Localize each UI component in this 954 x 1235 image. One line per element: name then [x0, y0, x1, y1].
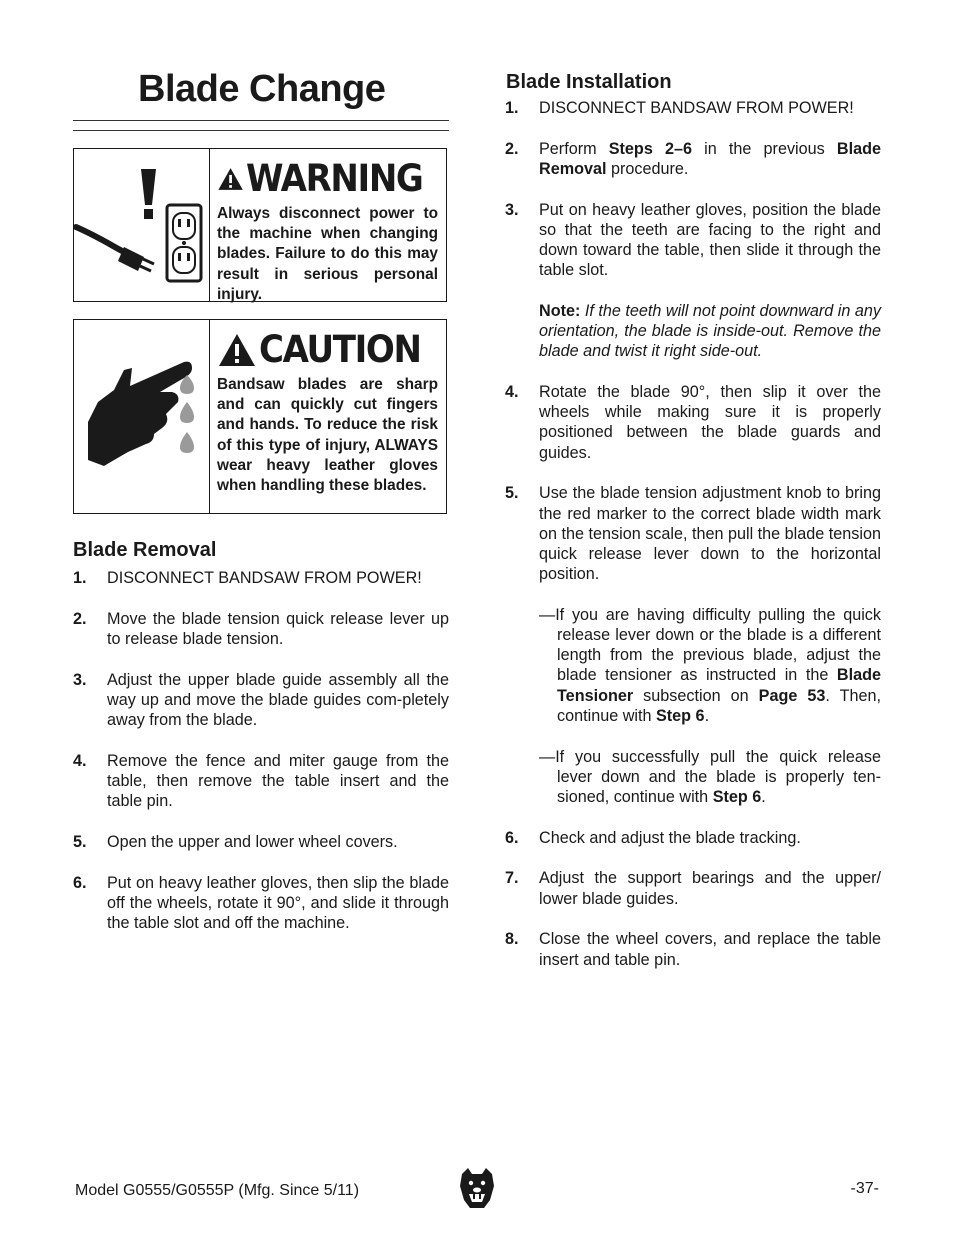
- wall-outlet-icon: [167, 205, 201, 281]
- warning-pictogram: [74, 149, 210, 301]
- step-text: Use the blade tension adjustment knob to bring the red marker to the correct blade width mark on the tension scale, then pull the blade tension quick release lever down to the horizontal position.: [539, 484, 881, 584]
- blade-removal-steps: [73, 568, 449, 954]
- subsection-reference: Blade Tensioner: [557, 666, 881, 705]
- step-reference: Steps 2–6: [608, 139, 692, 158]
- caution-signal-word: CAUTION: [259, 328, 421, 371]
- step-number: 3.: [505, 200, 519, 219]
- step-text: Move the blade tension quick release lever up to release blade tension.: [107, 609, 449, 648]
- title-rule-top: [73, 120, 449, 121]
- power-plug-icon: [76, 227, 154, 271]
- step-reference: Step 6: [655, 706, 705, 725]
- list-item: [505, 139, 881, 179]
- list-item: [505, 828, 881, 848]
- step-number: 1.: [505, 99, 519, 117]
- step-number: 3.: [73, 670, 87, 689]
- step-number: 1.: [73, 569, 87, 587]
- step-text: Open the upper and lower wheel covers.: [107, 832, 398, 851]
- step-number: 8.: [505, 930, 519, 949]
- list-item: [505, 868, 881, 908]
- list-item: [73, 568, 449, 588]
- step-number: 6.: [73, 873, 87, 892]
- step-number: 5.: [73, 832, 87, 851]
- step-text: Check and adjust the blade tracking.: [539, 828, 801, 847]
- page-title: Blade Change: [138, 68, 386, 110]
- note-label: Note:: [539, 301, 581, 320]
- warning-pictogram-svg: [74, 149, 209, 300]
- step-text: Adjust the upper blade guide assembly all the way up and move the blade guides com-pletely away from the blade.: [107, 670, 449, 730]
- sub-step: [539, 605, 881, 726]
- list-item: [73, 609, 449, 649]
- page-reference: Page 53: [758, 686, 826, 705]
- title-rule-bottom: [73, 130, 449, 131]
- sub-step-text: subsection on: [633, 686, 759, 705]
- list-item: [73, 873, 449, 934]
- procedure-reference: Blade Removal: [539, 139, 881, 178]
- page-number: -37-: [850, 1180, 879, 1197]
- note: [539, 301, 881, 362]
- step-text: Adjust the support bearings and the upper/ lower blade guides.: [539, 869, 881, 908]
- step-text: Close the wheel covers, and replace the table insert and table pin.: [539, 930, 881, 969]
- list-item: [73, 670, 449, 731]
- step-number: 7.: [505, 869, 519, 888]
- warning-signal-word: WARNING: [246, 157, 423, 200]
- footer-model: Model G0555/G0555P (Mfg. Since 5/11): [75, 1182, 360, 1199]
- step-number: 2.: [73, 609, 87, 628]
- grizzly-bear-logo-icon: [458, 1166, 496, 1215]
- step-number: 4.: [73, 751, 87, 770]
- sub-step-text: .: [704, 706, 710, 725]
- step-text: DISCONNECT BANDSAW FROM POWER!: [107, 569, 422, 587]
- caution-message: Bandsaw blades are sharp and can quickly cut fingers and hands. To reduce the risk of this type of injury, ALWAYS wear heavy leather gloves when handling these blades.: [217, 376, 438, 495]
- bear-logo-svg: [458, 1166, 496, 1210]
- list-item: [505, 483, 881, 807]
- exclamation-icon: [141, 169, 156, 219]
- sub-step-text: —If you successfully pull the quick release lever down and the blade is properly ten-sioned, continue with: [539, 747, 881, 806]
- blade-installation-steps: [505, 98, 881, 990]
- list-item: [505, 200, 881, 362]
- step-number: 2.: [505, 139, 519, 158]
- warning-message: Always disconnect power to the machine when changing blades. Failure to do this may result in serious personal injury.: [217, 205, 438, 303]
- step-reference: Step 6: [712, 787, 762, 806]
- sub-step-text: —If you are having difficulty pulling the quick release lever down or the blade is a different length from the previous blade, adjust the blade tensioner as instructed in the: [539, 605, 881, 685]
- caution-signal-header: [217, 328, 438, 372]
- caution-triangle-icon: [217, 332, 257, 368]
- warning-triangle-icon: [217, 161, 244, 197]
- blade-removal-heading: Blade Removal: [73, 539, 217, 561]
- step-text: Rotate the blade 90°, then slip it over the wheels while making sure it is properly positioned between the blade guards and guides.: [539, 383, 881, 462]
- warning-box: [73, 148, 447, 302]
- note-text: If the teeth will not point downward in any orientation, the blade is inside-out. Remove the blade and twist it right side-out.: [539, 301, 881, 361]
- step-number: 5.: [505, 484, 519, 503]
- bleeding-hand-icon: [88, 362, 194, 466]
- step-text: Put on heavy leather gloves, position the blade so that the teeth are facing to the right and down toward the table, then slide it through the table slot.: [539, 200, 881, 280]
- sub-step: [539, 747, 881, 808]
- step-text: DISCONNECT BANDSAW FROM POWER!: [539, 99, 854, 117]
- sub-step-text: .: [761, 787, 766, 806]
- list-item: [505, 382, 881, 463]
- caution-box: [73, 319, 447, 514]
- step-text: Perform: [539, 139, 609, 158]
- step-number: 6.: [505, 828, 519, 847]
- warning-signal-header: [217, 157, 438, 201]
- step-text: procedure.: [606, 159, 689, 178]
- list-item: [505, 98, 881, 118]
- step-text: in the previous: [691, 139, 837, 158]
- caution-pictogram-svg: [74, 320, 209, 512]
- list-item: [505, 929, 881, 969]
- caution-pictogram: [74, 320, 210, 513]
- sub-step-text: . Then, continue with: [557, 686, 881, 725]
- step-number: 4.: [505, 383, 519, 402]
- list-item: [73, 832, 449, 852]
- blade-installation-heading: Blade Installation: [506, 71, 672, 93]
- step-text: Remove the fence and miter gauge from the table, then remove the table insert and the table pin.: [107, 751, 449, 811]
- list-item: [73, 751, 449, 812]
- step-text: Put on heavy leather gloves, then slip the blade off the wheels, rotate it 90°, and slide it through the table slot and off the machine.: [107, 873, 449, 932]
